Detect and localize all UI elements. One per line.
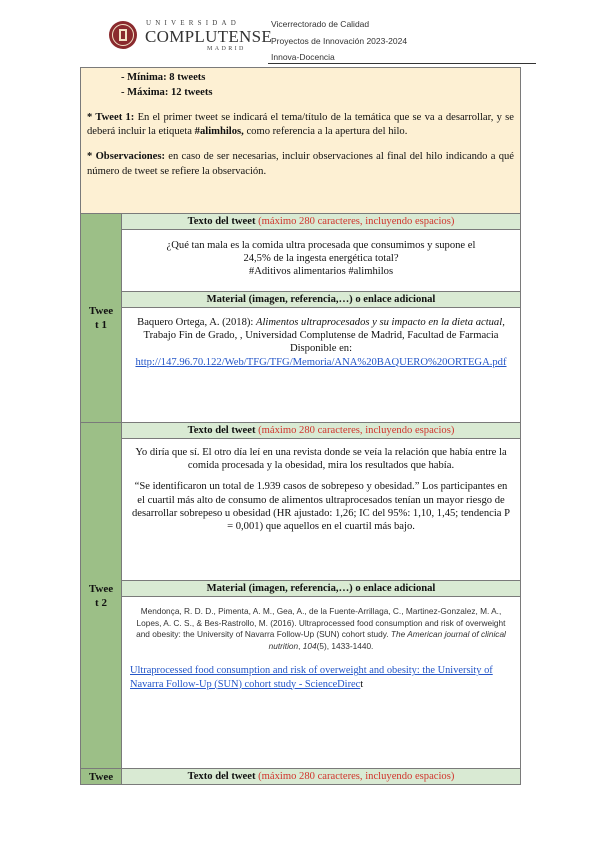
tweet-1-text-header: Texto del tweet (máximo 280 caracteres, incluyendo espacios) [122, 214, 521, 230]
tweet1-label: * Tweet 1: [87, 111, 135, 123]
tweet-2-material: Mendonça, R. D. D., Pimenta, A. M., Gea, A., de la Fuente-Arrillaga, C., Martinez-Gonzalez, M. A., Lopes, A. C. S., & Bes-Rastrollo, M. (2016). Ultraprocessed food consumption and risk of overweight and obesity: the University of Navarra Follow-Up (SUN) cohort study. The American journal of clinical nutrition, 104(5), 1433-1440. Ultraprocessed food consumption and risk of overweight and obesity: the University of Navarra Follow-Up (SUN) cohort study - ScienceDirect [122, 597, 521, 769]
tweet-2-material-header: Material (imagen, referencia,…) o enlace adicional [122, 581, 521, 597]
hashtag-alimhilos: #alimhilos, [194, 126, 244, 138]
header-rule [268, 63, 536, 64]
tweet-3-label: Twee [81, 769, 122, 785]
logo-complutense: COMPLUTENSE [145, 27, 273, 46]
logo-universidad: UNIVERSIDAD [146, 19, 241, 27]
university-seal-icon [108, 20, 138, 50]
tweet-1-reference: Baquero Ortega, A. (2018): Alimentos ultraprocesados y su impacto en la dieta actual, Trabajo Fin de Grado, , Universidad Complutense de Madrid, Facultad de Farmacia [137, 317, 505, 342]
logo-madrid: MADRID [207, 46, 246, 52]
tweet1-instruction: * Tweet 1: En el primer tweet se indicará el tema/título de la temática que se va a desarrollar, y se deberá incluir la etiqueta #alimhilos, como referencia a la apertura del hilo. [87, 111, 514, 138]
instructions-cell [81, 68, 521, 214]
tweet-2-reference: Mendonça, R. D. D., Pimenta, A. M., Gea, A., de la Fuente-Arrillaga, C., Martinez-Gonzalez, M. A., Lopes, A. C. S., & Bes-Rastrollo, M. (2016). Ultraprocessed food consumption and risk of overweight and obesity: the University of Navarra Follow-Up (SUN) cohort study. The American journal of clinical nutrition, 104(5), 1433-1440. [136, 606, 506, 651]
min-tweets: - Mínima: 8 tweets [121, 72, 206, 83]
tweet-3-text-header: Texto del tweet (máximo 280 caracteres, incluyendo espacios) [122, 769, 521, 785]
header-info [271, 16, 407, 66]
tweet-1-material: Baquero Ortega, A. (2018): Alimentos ultraprocesados y su impacto en la dieta actual, Trabajo Fin de Grado, , Universidad Complutense de Madrid, Facultad de Farmacia Disponible en: http://147.96.70.122/Web/TFG/TFG/Memoria/ANA%20BAQUERO%20ORTEGA.pdf [122, 308, 521, 423]
tweet-1-reference-link[interactable]: http://147.96.70.122/Web/TFG/TFG/Memoria/ANA%20BAQUERO%20ORTEGA.pdf [135, 356, 507, 368]
observations-label: * Observaciones: [87, 151, 166, 163]
tweet-2-label: Twee t 2 [81, 423, 122, 769]
tweet-table [80, 67, 521, 785]
header-line-3: Innova-Docencia [271, 52, 335, 62]
max-tweets: - Máxima: 12 tweets [121, 86, 213, 98]
header-line-2: Proyectos de Innovación 2023-2024 [271, 35, 408, 46]
tweet-1-text[interactable]: ¿Qué tan mala es la comida ultra procesada que consumimos y supone el 24,5% de la ingesta energética total? #Aditivos alimentarios #alimhilos [122, 230, 521, 292]
tweet-1-label: Twee t 1 [81, 214, 122, 423]
observations-instruction: * Observaciones: en caso de ser necesarias, incluir observaciones al final del hilo indicando a qué número de tweet se refiere la observación. [87, 151, 515, 177]
tweet-2-reference-link[interactable]: Ultraprocessed food consumption and risk of overweight and obesity: the University of Navarra Follow-Up (SUN) cohort study - ScienceDirec [130, 665, 493, 690]
header-line-1: Vicerrectorado de Calidad [271, 19, 370, 29]
tweet-1-material-header: Material (imagen, referencia,…) o enlace adicional [122, 292, 521, 308]
tweet-2-text[interactable]: Yo diría que sí. El otro día leí en una revista donde se veía la relación que había entre la comida procesada y la obesidad, mira los resultados que había. “Se identificaron un total de 1.939 casos de sobrepeso y obesidad.” Los participantes en el cuartil más alto de consumo de alimentos ultraprocesados tenían un mayor riesgo de desarrollar sobrepeso u obesidad (HR ajustado: 1,26; IC del 95%: 1,10, 1,45; tendencia P = 0,001) que aquellos en el cuartil más bajo. [122, 439, 521, 581]
tweet-2-text-header: Texto del tweet (máximo 280 caracteres, incluyendo espacios) [122, 423, 521, 439]
document-header [0, 0, 600, 64]
info-row [81, 68, 521, 214]
